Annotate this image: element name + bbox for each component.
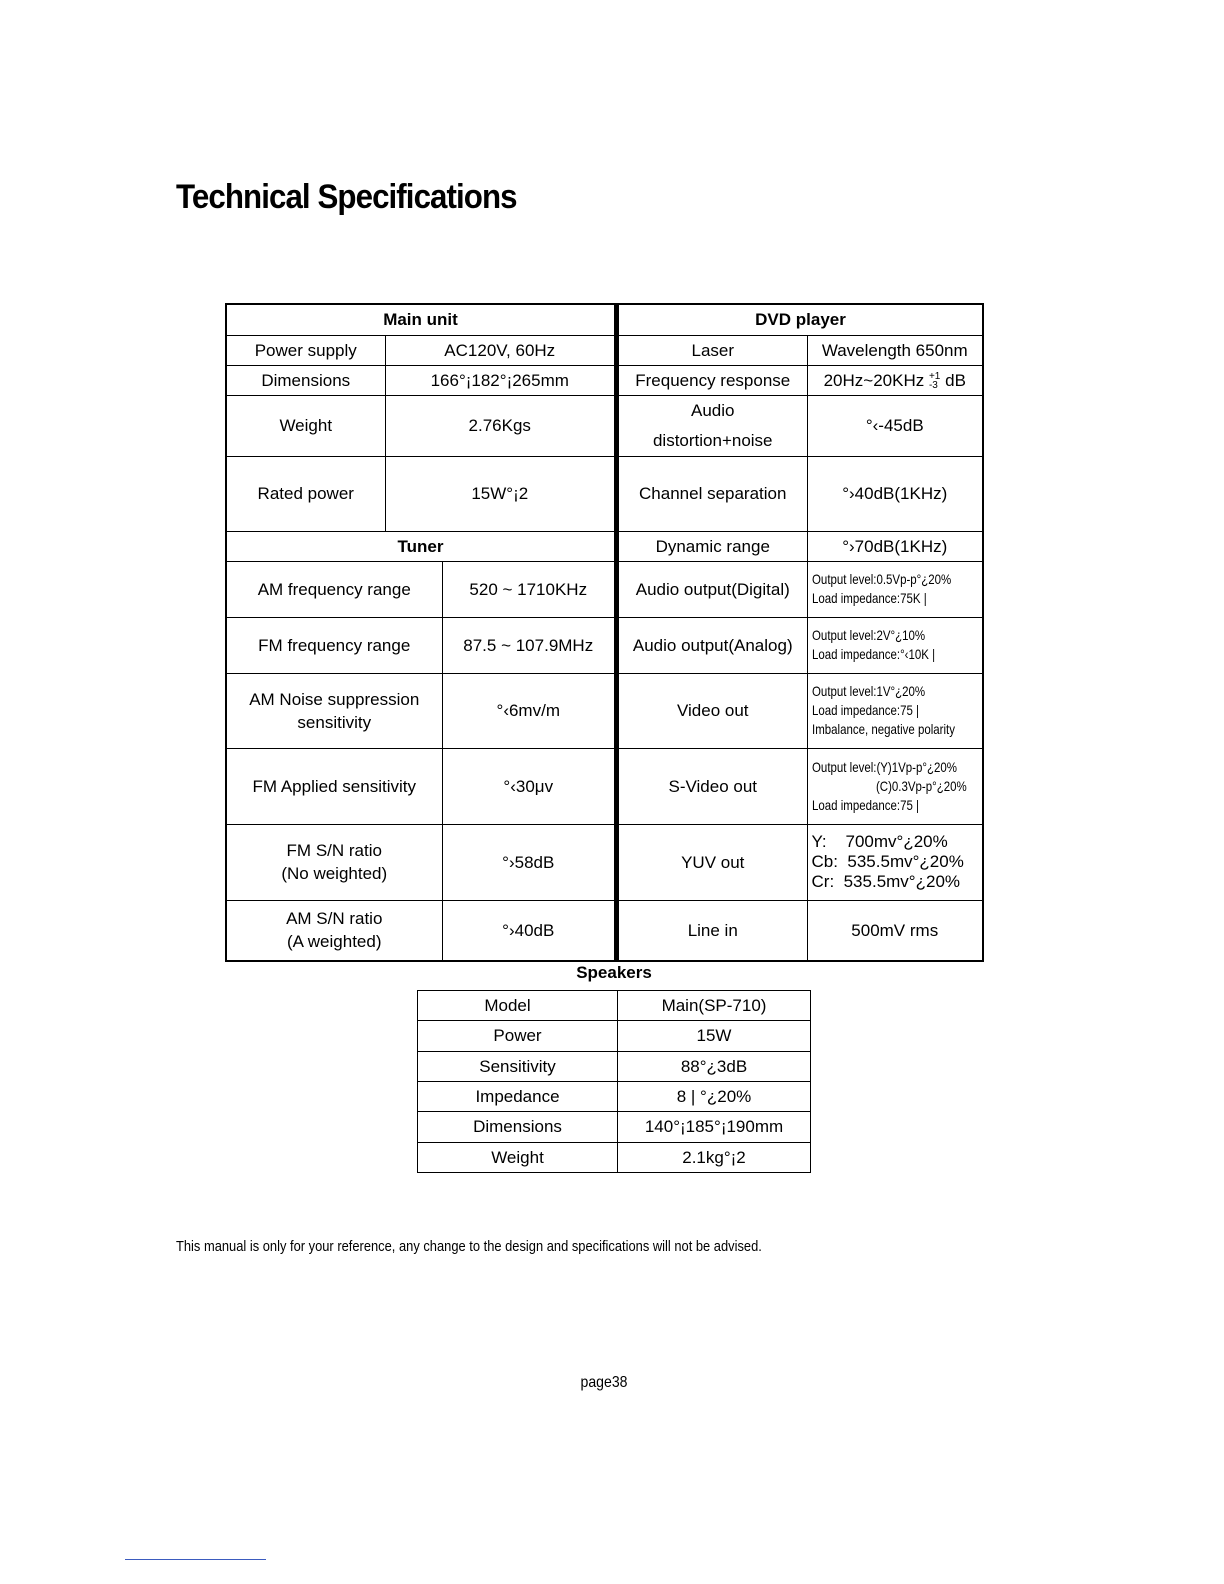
weight-value: 2.76Kgs <box>385 395 615 456</box>
speaker-sensitivity-value: 88°¿3dB <box>618 1051 811 1081</box>
line-in-label: Line in <box>618 900 807 961</box>
tolerance <box>929 372 940 390</box>
weight-label: Weight <box>226 395 385 456</box>
table-row <box>618 395 983 456</box>
laser-label: Laser <box>618 335 807 365</box>
footer-rule <box>125 1559 266 1560</box>
fm-frequency-range-value: 87.5 ~ 107.9MHz <box>442 617 615 673</box>
rated-power-label: Rated power <box>226 456 385 531</box>
table-row <box>226 335 615 365</box>
table-row <box>226 824 615 900</box>
spec-line: Load impedance:°‹10K | <box>811 646 935 662</box>
label-line: (No weighted) <box>281 864 388 883</box>
dvd-player-header: DVD player <box>618 304 983 335</box>
main-unit-table <box>225 303 616 962</box>
am-frequency-range-value: 520 ~ 1710KHz <box>442 561 615 617</box>
label-line: AM Noise suppression <box>249 689 420 709</box>
table-row <box>226 531 615 561</box>
s-video-out-value <box>807 748 983 824</box>
table-row <box>618 335 983 365</box>
table-row <box>618 365 983 395</box>
label-line: sensitivity <box>297 712 372 732</box>
frequency-response-range: 20Hz~20KHz <box>823 370 925 390</box>
speakers-header: Speakers <box>576 963 652 982</box>
table-row <box>226 395 615 456</box>
spec-line: Load impedance:75 | <box>811 796 919 813</box>
label-line: FM S/N ratio <box>286 841 382 860</box>
speaker-sensitivity-label: Sensitivity <box>418 1051 618 1081</box>
frequency-response-unit: dB <box>945 370 966 390</box>
table-row <box>618 456 983 531</box>
speakers-table <box>417 990 811 1173</box>
am-sn-ratio-value: °›40dB <box>442 900 615 961</box>
speaker-model-value: Main(SP-710) <box>618 991 811 1021</box>
audio-output-digital-value <box>807 561 983 617</box>
spec-line: Cb: 535.5mv°¿20% <box>811 852 964 871</box>
label-line: distortion+noise <box>652 430 773 450</box>
table-row <box>226 617 615 673</box>
spec-line: Load impedance:75K | <box>811 590 927 606</box>
table-row <box>618 673 983 748</box>
channel-separation-label: Channel separation <box>618 456 807 531</box>
speaker-power-value: 15W <box>618 1021 811 1051</box>
speaker-weight-label: Weight <box>418 1142 618 1172</box>
power-supply-value: AC120V, 60Hz <box>385 335 615 365</box>
tolerance-minus: -3 <box>928 380 938 392</box>
fm-sn-ratio-label <box>226 824 442 900</box>
speaker-weight-value: 2.1kg°¡2 <box>618 1142 811 1172</box>
tolerance-plus: +1 <box>928 371 941 383</box>
channel-separation-value: °›40dB(1KHz) <box>807 456 983 531</box>
label-line: AM S/N ratio <box>286 909 383 929</box>
main-unit-header: Main unit <box>226 304 615 335</box>
dvd-player-table <box>617 303 984 962</box>
table-row <box>418 1051 811 1081</box>
table-row <box>418 1112 811 1142</box>
fm-applied-sensitivity-label: FM Applied sensitivity <box>226 748 442 824</box>
table-row <box>618 304 983 335</box>
audio-output-digital-label: Audio output(Digital) <box>618 561 807 617</box>
s-video-out-label: S-Video out <box>618 748 807 824</box>
speaker-impedance-value: 8 | °¿20% <box>618 1081 811 1111</box>
fm-frequency-range-label: FM frequency range <box>226 617 442 673</box>
table-row <box>618 561 983 617</box>
audio-output-analog-label: Audio output(Analog) <box>618 617 807 673</box>
table-row <box>618 531 983 561</box>
dynamic-range-label: Dynamic range <box>618 531 807 561</box>
table-row <box>618 748 983 824</box>
speaker-dimensions-label: Dimensions <box>418 1112 618 1142</box>
spec-line: (C)0.3Vp-p°¿20% <box>875 777 967 794</box>
main-unit-tuner-panel <box>225 303 616 962</box>
tuner-header: Tuner <box>226 531 615 561</box>
line-in-value: 500mV rms <box>807 900 983 961</box>
table-row <box>226 900 615 961</box>
table-row <box>226 304 615 335</box>
am-noise-suppression-value: °‹6mv/m <box>442 673 615 748</box>
rated-power-value: 15W°¡2 <box>385 456 615 531</box>
fm-applied-sensitivity-value: °‹30μv <box>442 748 615 824</box>
spec-line: Output level:1V°¿20% <box>811 683 925 699</box>
audio-distortion-label <box>618 395 807 456</box>
frequency-response-label: Frequency response <box>618 365 807 395</box>
spec-line: Y: 700mv°¿20% <box>811 832 948 851</box>
table-row <box>418 1142 811 1172</box>
table-row <box>226 561 615 617</box>
frequency-response-value <box>807 365 983 395</box>
dynamic-range-value: °›70dB(1KHz) <box>807 531 983 561</box>
disclaimer-note: This manual is only for your reference, any change to the design and specifications will not be advised. <box>176 1238 762 1255</box>
table-row <box>618 900 983 961</box>
spec-line: Load impedance:75 | <box>811 702 919 718</box>
spec-line: Output level:0.5Vp-p°¿20% <box>811 571 951 587</box>
page-number: page38 <box>580 1374 628 1391</box>
table-row <box>618 824 983 900</box>
yuv-out-value <box>807 824 983 900</box>
audio-distortion-value: °‹-45dB <box>807 395 983 456</box>
spec-line: Cr: 535.5mv°¿20% <box>811 872 961 891</box>
speaker-dimensions-value: 140°¡185°¡190mm <box>618 1112 811 1142</box>
dimensions-value: 166°¡182°¡265mm <box>385 365 615 395</box>
page-title: Technical Specifications <box>176 178 517 216</box>
table-row <box>226 673 615 748</box>
table-row <box>418 1021 811 1051</box>
speaker-model-label: Model <box>418 991 618 1021</box>
am-sn-ratio-label <box>226 900 442 961</box>
yuv-out-label: YUV out <box>618 824 807 900</box>
video-out-label: Video out <box>618 673 807 748</box>
spec-line: Output level:2V°¿10% <box>811 627 925 643</box>
table-row <box>418 991 811 1021</box>
laser-value: Wavelength 650nm <box>807 335 983 365</box>
table-row <box>226 748 615 824</box>
speaker-power-label: Power <box>418 1021 618 1051</box>
speaker-impedance-label: Impedance <box>418 1081 618 1111</box>
table-row <box>226 456 615 531</box>
table-row <box>618 617 983 673</box>
am-frequency-range-label: AM frequency range <box>226 561 442 617</box>
table-row <box>226 365 615 395</box>
dimensions-label: Dimensions <box>226 365 385 395</box>
table-row <box>418 1081 811 1111</box>
label-line: Audio <box>691 400 735 420</box>
fm-sn-ratio-value: °›58dB <box>442 824 615 900</box>
spec-line: Imbalance, negative polarity <box>811 721 955 737</box>
audio-output-analog-value <box>807 617 983 673</box>
label-line: (A weighted) <box>287 932 382 952</box>
am-noise-suppression-label <box>226 673 442 748</box>
video-out-value <box>807 673 983 748</box>
power-supply-label: Power supply <box>226 335 385 365</box>
dvd-player-panel <box>617 303 984 962</box>
spec-line: Output level:(Y)1Vp-p°¿20% <box>811 758 957 775</box>
